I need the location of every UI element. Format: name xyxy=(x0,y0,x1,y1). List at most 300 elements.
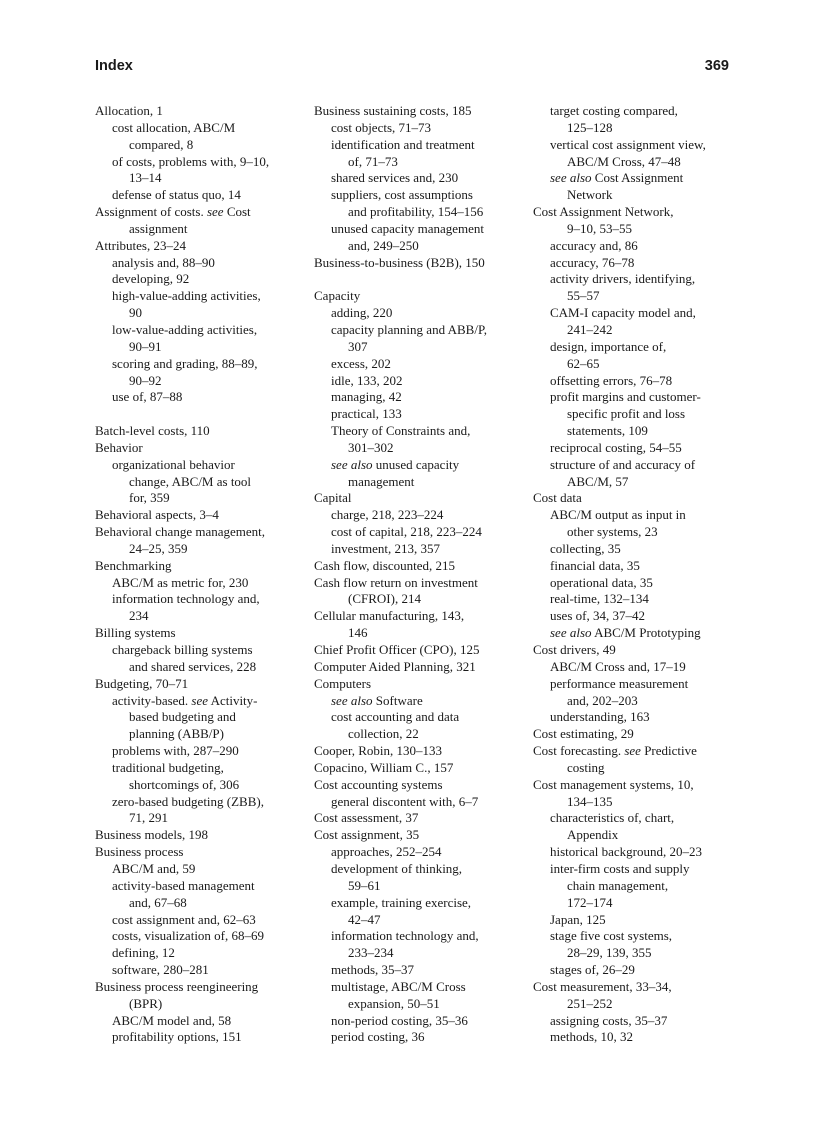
entry-text: ABC/M Prototyping xyxy=(591,625,701,641)
entry-text: approaches, 252–254 xyxy=(331,844,442,860)
entry-text: 134–135 xyxy=(567,793,613,809)
index-entry xyxy=(95,356,300,373)
entry-text: 301–302 xyxy=(348,439,394,455)
entry-text: Capacity xyxy=(314,288,361,304)
index-entry xyxy=(533,575,743,592)
entry-text: developing, 92 xyxy=(112,271,190,287)
entry-text: 125–128 xyxy=(567,119,613,135)
entry-text: performance measurement xyxy=(550,675,689,691)
entry-text: CAM-I capacity model and, xyxy=(550,305,696,321)
entry-text: stage five cost systems, xyxy=(550,928,673,944)
entry-text: 172–174 xyxy=(567,894,613,910)
index-entry xyxy=(314,777,519,794)
index-entry xyxy=(314,541,519,558)
entry-text: Cost accounting systems xyxy=(314,776,443,792)
entry-text: collecting, 35 xyxy=(550,540,621,556)
entry-text: ABC/M Cross, 47–48 xyxy=(567,153,681,169)
entry-text: reciprocal costing, 54–55 xyxy=(550,439,682,455)
index-entry xyxy=(95,457,300,474)
index-entry xyxy=(95,743,300,760)
index-entry xyxy=(95,912,300,929)
entry-text: profit margins and customer- xyxy=(550,389,701,405)
entry-text: cost assignment and, 62–63 xyxy=(112,911,256,927)
index-entry xyxy=(533,760,743,777)
entry-text: investment, 213, 357 xyxy=(331,540,441,556)
entry-text: information technology and, xyxy=(112,591,260,607)
entry-text: Computers xyxy=(314,675,372,691)
entry-text: Business-to-business (B2B), 150 xyxy=(314,254,485,270)
entry-text: ABC/M as metric for, 230 xyxy=(112,574,249,590)
entry-text: assignment xyxy=(129,220,188,236)
entry-text: Benchmarking xyxy=(95,557,172,573)
entry-text: compared, 8 xyxy=(129,136,194,152)
entry-text: Chief Profit Officer (CPO), 125 xyxy=(314,642,480,657)
entry-text: identification and treatment xyxy=(331,136,475,152)
index-entry xyxy=(314,187,519,204)
entry-text: Capital xyxy=(314,490,352,506)
index-entry xyxy=(314,507,519,524)
index-entry xyxy=(95,642,300,659)
entry-text: specific profit and loss xyxy=(567,406,686,422)
entry-text: design, importance of, xyxy=(550,338,667,354)
index-entry xyxy=(533,187,743,204)
index-entry xyxy=(95,541,300,558)
index-entry xyxy=(95,474,300,491)
index-entry xyxy=(533,541,743,558)
entry-text: expansion, 50–51 xyxy=(348,995,440,1011)
index-entry xyxy=(533,255,743,272)
entry-text: statements, 109 xyxy=(567,423,648,439)
index-entry xyxy=(314,878,519,895)
see-reference: see xyxy=(624,743,641,759)
entry-text: shared services and, 230 xyxy=(331,170,459,186)
index-entry xyxy=(533,120,743,137)
entry-text: Activity- xyxy=(208,692,258,708)
entry-text: 9–10, 53–55 xyxy=(567,220,632,236)
entry-text: ABC/M Cross and, 17–19 xyxy=(550,658,686,674)
index-entry xyxy=(533,389,743,406)
index-entry xyxy=(95,389,300,406)
entry-text: Software xyxy=(372,692,423,708)
index-entry xyxy=(533,524,743,541)
index-entry xyxy=(314,373,519,390)
entry-text: Behavioral change management, xyxy=(95,524,266,540)
index-entry xyxy=(314,659,519,676)
entry-text: of costs, problems with, 9–10, xyxy=(112,153,270,169)
entry-text: chain management, xyxy=(567,877,669,893)
entry-text: capacity planning and ABB/P, xyxy=(331,321,487,337)
entry-text: Business process xyxy=(95,844,184,860)
index-entry xyxy=(95,895,300,912)
index-entry xyxy=(314,709,519,726)
index-entry xyxy=(533,221,743,238)
index-entry xyxy=(314,760,519,777)
index-entry xyxy=(95,760,300,777)
index-entry xyxy=(95,777,300,794)
entry-text: cost of capital, 218, 223–224 xyxy=(331,524,482,540)
entry-text: ABC/M and, 59 xyxy=(112,860,196,876)
index-entry xyxy=(533,709,743,726)
index-entry xyxy=(314,170,519,187)
entry-text: and profitability, 154–156 xyxy=(348,204,484,220)
entry-text: 241–242 xyxy=(567,321,613,337)
index-entry xyxy=(533,844,743,861)
index-entry xyxy=(533,777,743,794)
index-column-1 xyxy=(95,103,300,1046)
entry-text: Cost Assignment Network, xyxy=(533,204,674,220)
index-entry xyxy=(314,827,519,844)
entry-text: low-value-adding activities, xyxy=(112,321,258,337)
index-entry xyxy=(95,373,300,390)
index-entry xyxy=(314,945,519,962)
entry-text: ABC/M model and, 58 xyxy=(112,1012,232,1028)
index-entry xyxy=(314,895,519,912)
index-entry xyxy=(314,625,519,642)
index-entry xyxy=(95,103,300,120)
entry-text: Assignment of costs. xyxy=(95,204,207,220)
entry-text: high-value-adding activities, xyxy=(112,288,261,304)
index-entry xyxy=(533,137,743,154)
index-entry xyxy=(95,962,300,979)
index-entry xyxy=(533,895,743,912)
entry-text: 90–92 xyxy=(129,372,162,388)
entry-text: non-period costing, 35–36 xyxy=(331,1012,468,1028)
entry-text: Behavior xyxy=(95,439,143,455)
index-entry xyxy=(95,204,300,221)
entry-text: suppliers, cost assumptions xyxy=(331,187,473,203)
index-entry xyxy=(314,558,519,575)
entry-text: and, 202–203 xyxy=(567,692,638,708)
entry-text: shortcomings of, 306 xyxy=(129,776,240,792)
index-entry xyxy=(314,440,519,457)
entry-text: information technology and, xyxy=(331,928,479,944)
index-entry xyxy=(533,373,743,390)
index-column-3 xyxy=(533,103,743,1046)
index-entry xyxy=(95,591,300,608)
running-header xyxy=(95,58,729,80)
index-entry xyxy=(314,1029,519,1046)
index-entry xyxy=(95,996,300,1013)
entry-text: and, 67–68 xyxy=(129,894,187,910)
entry-text: of, 71–73 xyxy=(348,153,398,169)
index-entry xyxy=(95,322,300,339)
entry-text: cost allocation, ABC/M xyxy=(112,119,236,135)
entry-text: offsetting errors, 76–78 xyxy=(550,372,673,388)
index-entry xyxy=(95,490,300,507)
index-entry xyxy=(533,440,743,457)
index-entry xyxy=(95,137,300,154)
entry-text: costs, visualization of, 68–69 xyxy=(112,928,265,944)
index-entry xyxy=(314,423,519,440)
entry-text: 42–47 xyxy=(348,911,381,927)
entry-text: activity-based. xyxy=(112,692,192,708)
index-entry xyxy=(533,474,743,491)
entry-text: collection, 22 xyxy=(348,726,419,742)
entry-text: Cash flow return on investment xyxy=(314,574,478,590)
entry-text: methods, 10, 32 xyxy=(550,1029,634,1045)
entry-text: structure of and accuracy of xyxy=(550,456,696,472)
index-entry xyxy=(533,810,743,827)
index-entry xyxy=(314,996,519,1013)
index-entry xyxy=(95,945,300,962)
index-entry xyxy=(533,996,743,1013)
index-entry xyxy=(95,288,300,305)
index-entry xyxy=(533,322,743,339)
see-reference: see also xyxy=(331,456,373,472)
index-entry xyxy=(95,928,300,945)
entry-text: understanding, 163 xyxy=(550,709,650,725)
index-entry xyxy=(95,861,300,878)
entry-text: other systems, 23 xyxy=(567,524,658,540)
entry-text: stages of, 26–29 xyxy=(550,962,635,978)
entry-text: 13–14 xyxy=(129,170,162,186)
entry-text: Business process reengineering xyxy=(95,978,259,994)
entry-text: Business models, 198 xyxy=(95,827,209,843)
index-entry xyxy=(95,507,300,524)
entry-text: Computer Aided Planning, 321 xyxy=(314,658,476,674)
entry-text: 28–29, 139, 355 xyxy=(567,945,652,961)
index-entry xyxy=(533,827,743,844)
index-entry xyxy=(314,406,519,423)
entry-text: based budgeting and xyxy=(129,709,236,725)
index-entry xyxy=(95,794,300,811)
index-entry xyxy=(314,1013,519,1030)
entry-text: methods, 35–37 xyxy=(331,962,415,978)
index-entry xyxy=(314,844,519,861)
entry-text: profitability options, 151 xyxy=(112,1029,242,1045)
index-entry xyxy=(314,962,519,979)
index-entry xyxy=(533,979,743,996)
index-column-2 xyxy=(314,103,519,1046)
entry-text: charge, 218, 223–224 xyxy=(331,507,444,523)
index-entry xyxy=(533,659,743,676)
index-entry xyxy=(95,187,300,204)
index-entry xyxy=(314,137,519,154)
entry-text: Cost xyxy=(223,204,251,220)
index-entry xyxy=(314,928,519,945)
index-entry xyxy=(533,693,743,710)
index-entry xyxy=(314,591,519,608)
entry-text: cost accounting and data xyxy=(331,709,460,725)
entry-text: operational data, 35 xyxy=(550,574,653,590)
entry-text: (BPR) xyxy=(129,995,163,1011)
index-entry xyxy=(314,103,519,120)
index-entry xyxy=(533,154,743,171)
entry-text: Cost assignment, 35 xyxy=(314,827,420,843)
index-entry xyxy=(314,356,519,373)
entry-text: unused capacity management xyxy=(331,220,485,236)
index-entry xyxy=(314,322,519,339)
entry-text: problems with, 287–290 xyxy=(112,743,239,759)
entry-text: Cost data xyxy=(533,490,582,506)
index-entry xyxy=(95,693,300,710)
entry-text: Cost management systems, 10, xyxy=(533,776,694,792)
entry-text: 55–57 xyxy=(567,288,600,304)
entry-text: ABC/M output as input in xyxy=(550,507,686,523)
index-entry xyxy=(533,794,743,811)
entry-text: Budgeting, 70–71 xyxy=(95,675,189,691)
index-entry xyxy=(95,709,300,726)
entry-text: idle, 133, 202 xyxy=(331,372,403,388)
entry-text: chargeback billing systems xyxy=(112,642,253,657)
index-entry xyxy=(314,305,519,322)
entry-text: uses of, 34, 37–42 xyxy=(550,608,645,624)
entry-text: assigning costs, 35–37 xyxy=(550,1012,668,1028)
index-entry xyxy=(95,255,300,272)
index-entry xyxy=(314,238,519,255)
entry-text: 71, 291 xyxy=(129,810,168,826)
entry-text: defense of status quo, 14 xyxy=(112,187,241,203)
index-entry xyxy=(314,474,519,491)
see-reference: see xyxy=(191,692,209,708)
entry-text: Cost estimating, 29 xyxy=(533,726,634,742)
index-entry xyxy=(533,406,743,423)
entry-text: characteristics of, chart, xyxy=(550,810,675,826)
index-entry xyxy=(533,928,743,945)
index-entry xyxy=(95,339,300,356)
entry-text: managing, 42 xyxy=(331,389,402,405)
index-entry xyxy=(95,305,300,322)
index-entry xyxy=(314,221,519,238)
entry-text: use of, 87–88 xyxy=(112,389,183,405)
entry-text: Theory of Constraints and, xyxy=(331,423,471,439)
index-entry xyxy=(533,305,743,322)
index-entry xyxy=(95,979,300,996)
entry-text: activity-based management xyxy=(112,877,255,893)
entry-text: real-time, 132–134 xyxy=(550,591,649,607)
index-entry xyxy=(533,103,743,120)
index-entry xyxy=(314,524,519,541)
index-entry xyxy=(533,912,743,929)
index-entry xyxy=(314,810,519,827)
entry-text: Attributes, 23–24 xyxy=(95,237,186,253)
entry-text: excess, 202 xyxy=(331,355,391,371)
see-reference: see xyxy=(206,204,224,220)
entry-text: multistage, ABC/M Cross xyxy=(331,978,466,994)
index-entry xyxy=(314,743,519,760)
index-entry xyxy=(314,490,519,507)
entry-text: and, 249–250 xyxy=(348,237,419,253)
entry-text: Copacino, William C., 157 xyxy=(314,759,454,775)
see-reference: see also xyxy=(331,692,373,708)
see-reference: see also xyxy=(550,625,592,641)
entry-text: 24–25, 359 xyxy=(129,540,188,556)
index-entry xyxy=(533,945,743,962)
entry-text: 307 xyxy=(348,338,368,354)
entry-text: inter-firm costs and supply xyxy=(550,860,690,876)
index-entry xyxy=(314,912,519,929)
entry-text: planning (ABB/P) xyxy=(129,726,224,742)
index-entry xyxy=(314,642,519,659)
index-entry xyxy=(95,170,300,187)
entry-text: traditional budgeting, xyxy=(112,759,224,775)
entry-text: 59–61 xyxy=(348,877,381,893)
index-entry xyxy=(533,204,743,221)
index-entry xyxy=(95,575,300,592)
index-entry xyxy=(95,440,300,457)
index-entry xyxy=(533,1029,743,1046)
index-entry xyxy=(95,238,300,255)
index-entry xyxy=(95,154,300,171)
entry-text: Network xyxy=(567,187,613,203)
section-title: Index xyxy=(95,58,133,74)
entry-text: adding, 220 xyxy=(331,305,393,321)
index-entry xyxy=(95,810,300,827)
index-entry xyxy=(314,726,519,743)
index-entry xyxy=(314,608,519,625)
entry-text: software, 280–281 xyxy=(112,962,209,978)
entry-text: scoring and grading, 88–89, xyxy=(112,355,258,371)
entry-text: 62–65 xyxy=(567,355,600,371)
index-entry xyxy=(533,490,743,507)
index-entry xyxy=(533,507,743,524)
entry-text: unused capacity xyxy=(372,456,460,472)
index-entry xyxy=(95,608,300,625)
index-entry xyxy=(533,726,743,743)
index-entry xyxy=(314,979,519,996)
entry-text: 146 xyxy=(348,625,368,641)
entry-text: target costing compared, xyxy=(550,103,678,118)
index-entry xyxy=(95,221,300,238)
entry-text: Cost drivers, 49 xyxy=(533,642,616,657)
entry-text: 233–234 xyxy=(348,945,394,961)
entry-text: ABC/M, 57 xyxy=(567,473,629,489)
index-entry xyxy=(533,170,743,187)
index-entry xyxy=(95,625,300,642)
index-entry xyxy=(314,861,519,878)
index-entry xyxy=(533,625,743,642)
index-entry xyxy=(314,389,519,406)
index-entry xyxy=(314,120,519,137)
entry-text: for, 359 xyxy=(129,490,170,506)
index-entry xyxy=(95,1029,300,1046)
entry-text: Cost measurement, 33–34, xyxy=(533,978,672,994)
index-entry xyxy=(314,154,519,171)
entry-text: accuracy, 76–78 xyxy=(550,254,635,270)
entry-text: general discontent with, 6–7 xyxy=(331,793,479,809)
entry-text: Cooper, Robin, 130–133 xyxy=(314,743,443,759)
index-entry xyxy=(533,339,743,356)
index-entry xyxy=(95,271,300,288)
entry-text: 251–252 xyxy=(567,995,613,1011)
entry-text: defining, 12 xyxy=(112,945,175,961)
index-entry xyxy=(314,288,519,305)
entry-text: Cost assessment, 37 xyxy=(314,810,419,826)
entry-text: Japan, 125 xyxy=(550,911,606,927)
entry-text: Batch-level costs, 110 xyxy=(95,423,210,439)
index-entry xyxy=(533,591,743,608)
index-entry xyxy=(95,726,300,743)
entry-text: zero-based budgeting (ZBB), xyxy=(112,793,264,809)
index-entry xyxy=(533,878,743,895)
entry-text: Allocation, 1 xyxy=(95,103,163,118)
index-entry xyxy=(533,676,743,693)
entry-text: practical, 133 xyxy=(331,406,402,422)
entry-text: Predictive xyxy=(640,743,697,759)
index-entry xyxy=(533,861,743,878)
entry-text: accuracy and, 86 xyxy=(550,237,638,253)
index-entry xyxy=(95,1013,300,1030)
index-entry xyxy=(533,288,743,305)
index-entry xyxy=(533,1013,743,1030)
entry-text: 234 xyxy=(129,608,149,624)
index-entry xyxy=(314,204,519,221)
entry-text: vertical cost assignment view, xyxy=(550,136,706,152)
index-entry xyxy=(533,642,743,659)
entry-text: management xyxy=(348,473,415,489)
entry-text: analysis and, 88–90 xyxy=(112,254,215,270)
index-entry xyxy=(95,558,300,575)
